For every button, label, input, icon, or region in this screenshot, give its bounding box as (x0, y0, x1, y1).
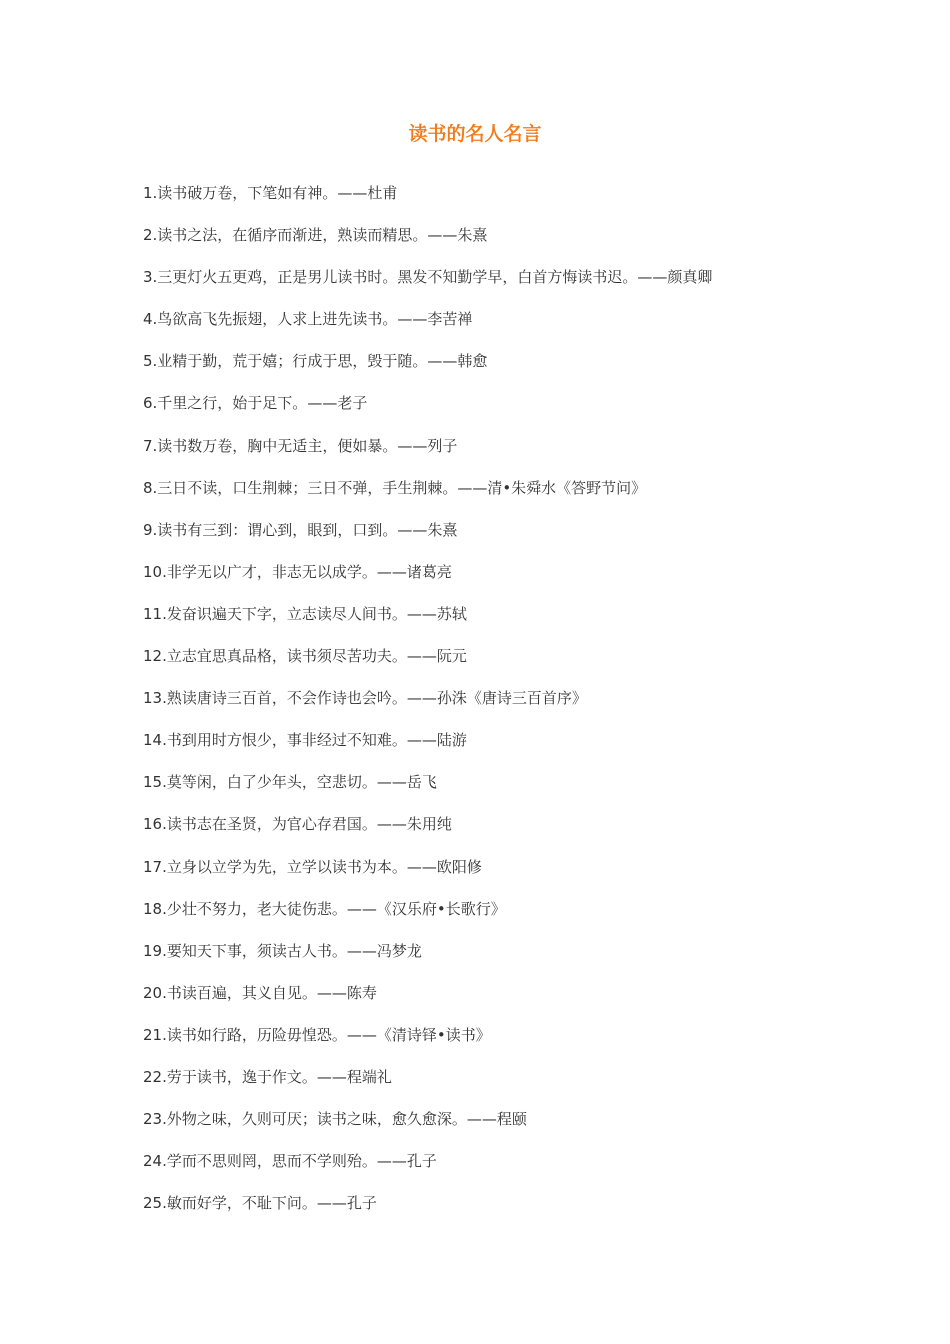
quote-item: 23.外物之味，久则可厌；读书之味，愈久愈深。——程颐 (143, 1110, 527, 1129)
quote-item: 2.读书之法，在循序而渐进，熟读而精思。——朱熹 (143, 226, 488, 245)
quote-item: 8.三日不读，口生荆棘；三日不弹，手生荆棘。——清•朱舜水《答野节问》 (143, 478, 647, 497)
quote-item: 18.少壮不努力，老大徒伤悲。——《汉乐府•长歌行》 (143, 899, 506, 918)
quote-item: 1.读书破万卷，下笔如有神。——杜甫 (143, 184, 398, 202)
quote-item: 3.三更灯火五更鸡，正是男儿读书时。黑发不知勤学早，白首方悔读书迟。——颜真卿 (143, 268, 713, 287)
quote-item: 17.立身以立学为先，立学以读书为本。——欧阳修 (143, 857, 482, 876)
quote-item: 22.劳于读书，逸于作文。——程端礼 (143, 1067, 392, 1086)
page-title: 读书的名人名言 (408, 123, 542, 145)
quote-item: 12.立志宜思真品格，读书须尽苦功夫。——阮元 (143, 647, 467, 666)
quote-item: 11.发奋识遍天下字，立志读尽人间书。——苏轼 (143, 604, 467, 623)
quote-item: 20.书读百遍，其义自见。——陈寿 (143, 983, 377, 1002)
quote-item: 21.读书如行路，历险毋惶恐。——《清诗铎•读书》 (143, 1025, 491, 1044)
quote-item: 15.莫等闲，白了少年头，空悲切。——岳飞 (143, 773, 437, 792)
quote-item: 4.鸟欲高飞先振翅，人求上进先读书。——李苦禅 (143, 310, 473, 329)
quote-item: 9.读书有三到：谓心到，眼到，口到。——朱熹 (143, 520, 458, 539)
quote-item: 10.非学无以广才，非志无以成学。——诸葛亮 (143, 562, 452, 581)
quote-item: 19.要知天下事，须读古人书。——冯梦龙 (143, 941, 422, 960)
quote-item: 6.千里之行，始于足下。——老子 (143, 394, 368, 413)
quote-item: 24.学而不思则罔，思而不学则殆。——孔子 (143, 1152, 437, 1171)
quote-item: 25.敏而好学，不耻下问。——孔子 (143, 1194, 377, 1213)
quote-item: 13.熟读唐诗三百首，不会作诗也会吟。——孙洙《唐诗三百首序》 (143, 689, 587, 708)
quote-item: 14.书到用时方恨少，事非经过不知难。——陆游 (143, 731, 467, 750)
quote-item: 7.读书数万卷，胸中无适主，便如暴。——列子 (143, 436, 458, 455)
quote-item: 5.业精于勤，荒于嬉；行成于思，毁于随。——韩愈 (143, 352, 488, 371)
quote-item: 16.读书志在圣贤，为官心存君国。——朱用纯 (143, 815, 452, 834)
quote-list (143, 180, 903, 1232)
